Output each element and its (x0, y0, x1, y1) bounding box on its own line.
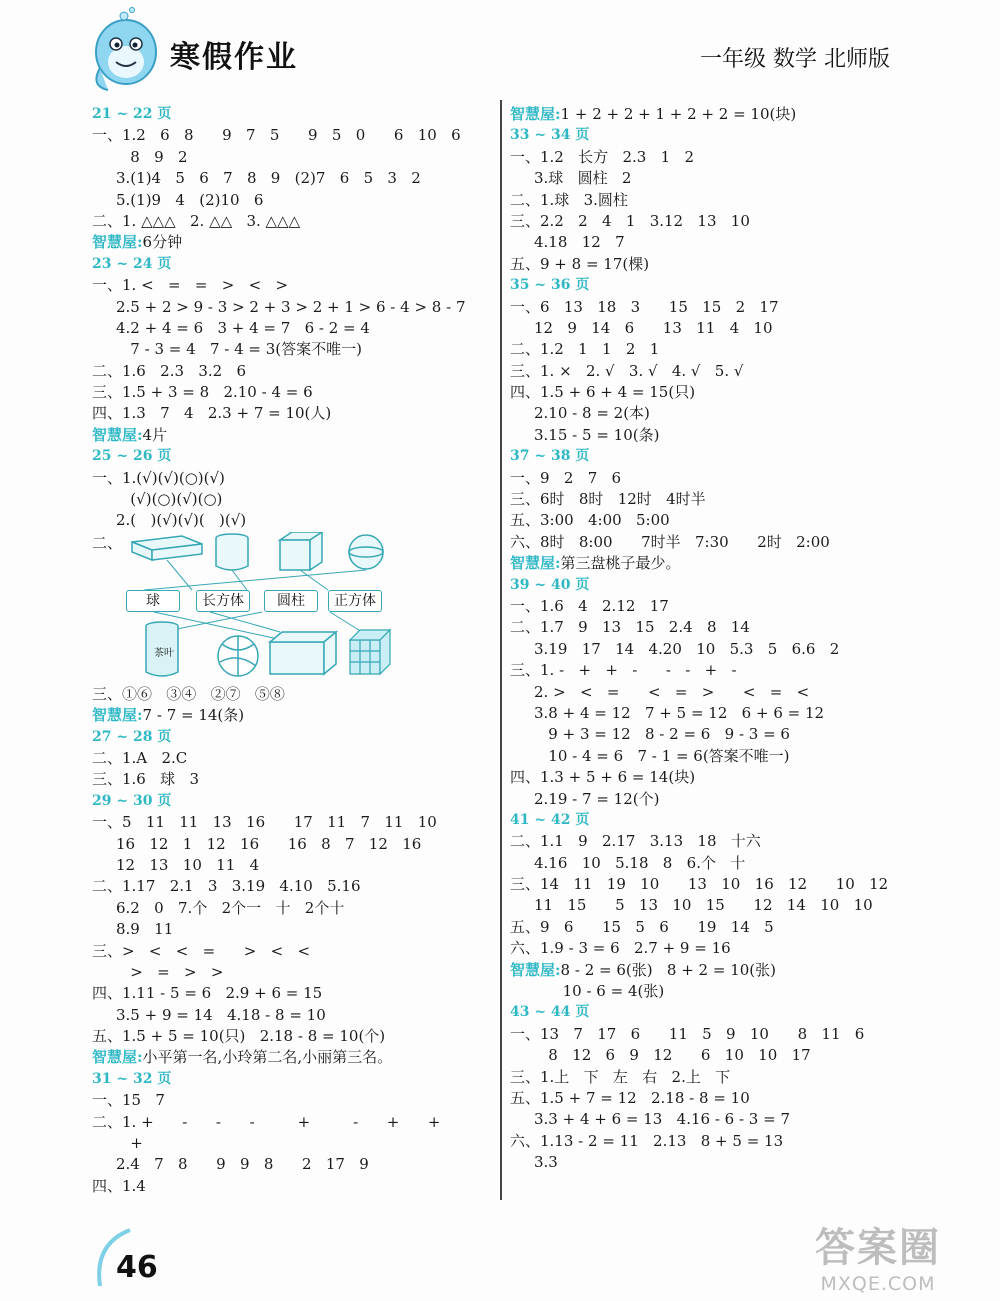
answer-line: 一、13 7 17 6 11 5 9 10 8 11 6 (510, 1024, 865, 1043)
answer-line: 3.3 + 4 + 6 = 13 4.16 - 6 - 3 = 7 (534, 1110, 790, 1129)
answer-line: 4.16 10 5.18 8 6.个 十 (534, 853, 746, 872)
wisdom-house-answer (92, 425, 492, 446)
answer-column-right (510, 104, 910, 1174)
rubiks-cube-icon (350, 630, 390, 674)
answer-line: 11 15 5 13 10 15 12 14 10 10 (534, 896, 873, 915)
page-range-heading: 43 ~ 44 页 (510, 1004, 590, 1021)
page-range-heading: 25 ~ 26 页 (92, 448, 172, 465)
wisdom-house-text: 第三盘桃子最少。 (560, 554, 681, 573)
answer-line: 16 12 1 12 16 16 8 7 12 16 (116, 834, 422, 853)
answer-line: 12 9 14 6 13 11 4 10 (534, 318, 773, 337)
answer-line: 2.19 - 7 = 12(个) (534, 789, 660, 808)
answer-line: 一、1.(√)(√)(○)(√) (92, 468, 225, 487)
wisdom-house-answer (510, 960, 910, 981)
page-range-heading: 27 ~ 28 页 (92, 728, 172, 745)
answer-line: 六、1.9 - 3 = 6 2.7 + 9 = 16 (510, 939, 731, 958)
volleyball-icon (218, 636, 258, 676)
answer-line: 6.2 0 7.个 2个一 十 2个十 (116, 898, 345, 917)
cuboid-top-icon (132, 536, 202, 560)
wisdom-house-label: 智慧屋: (92, 706, 143, 725)
wisdom-house-label: 智慧屋: (92, 425, 143, 444)
wisdom-house-answer (92, 232, 492, 253)
answer-line: > = > > (116, 962, 224, 981)
answer-line: 五、1.5 + 7 = 12 2.18 - 8 = 10 (510, 1088, 750, 1107)
answer-line: 2.( )(√)(√)( )(√) (116, 511, 247, 530)
wisdom-house-text: 1 + 2 + 2 + 1 + 2 + 2 = 10(块) (560, 105, 797, 123)
answer-line: 二、1.2 1 1 2 1 (510, 340, 660, 359)
answer-line: 二、1.A 2.C (92, 748, 188, 767)
answer-line: 一、1. < = = > < > (92, 276, 289, 295)
shape-matching-figure (92, 532, 492, 684)
page-range-heading: 23 ~ 24 页 (92, 255, 172, 272)
answer-line: + (116, 1134, 143, 1153)
shape-name-box: 球 (126, 590, 180, 612)
answer-line: 四、1.3 7 4 2.3 + 7 = 10(人) (92, 404, 332, 423)
cube-top-icon (280, 532, 322, 570)
answer-line: 12 13 10 11 4 (116, 855, 260, 874)
dolphin-mascot-icon (86, 6, 166, 96)
answer-line: 5.(1)9 4 (2)10 6 (116, 190, 264, 209)
page-number: 46 (116, 1250, 158, 1285)
answer-line: 三、①⑥ ③④ ②⑦ ⑤⑧ (92, 684, 285, 703)
shape-name-box: 圆柱 (264, 590, 318, 612)
answer-line: 一、5 11 11 13 16 17 11 7 11 10 (92, 813, 437, 832)
answer-line: 四、1.11 - 5 = 6 2.9 + 6 = 15 (92, 984, 323, 1003)
answer-line: 8 12 6 9 12 6 10 10 17 (534, 1046, 811, 1065)
wisdom-house-answer (510, 553, 910, 574)
page-range-heading: 33 ~ 34 页 (510, 127, 590, 144)
answer-line: 二、1.17 2.1 3 3.19 4.10 5.16 (92, 877, 361, 896)
answer-line: 3.(1)4 5 6 7 8 9 (2)7 6 5 3 2 (116, 169, 421, 188)
wisdom-house-answer (92, 705, 492, 726)
wisdom-house-text: 8 - 2 = 6(张) 8 + 2 = 10(张) (560, 960, 776, 979)
answer-line: 3.球 圆柱 2 (534, 169, 632, 188)
page-range-heading: 29 ~ 30 页 (92, 792, 172, 809)
answer-line: 2.10 - 8 = 2(本) (534, 404, 650, 423)
answer-line: 8 9 2 (116, 147, 188, 166)
page-range-heading: 21 ~ 22 页 (92, 106, 172, 122)
answer-line: 7 - 3 = 4 7 - 4 = 3(答案不唯一) (116, 340, 362, 359)
answer-line: 一、1.2 6 8 9 7 5 9 5 0 6 10 6 (92, 126, 461, 145)
answer-line: 一、15 7 (92, 1091, 165, 1110)
answer-column-left (92, 104, 492, 1197)
answer-line: 3.15 - 5 = 10(条) (534, 425, 660, 444)
answer-line: 三、1.上 下 左 右 2.上 下 (510, 1067, 731, 1086)
answer-line: 3.19 17 14 4.20 10 5.3 5 6.6 2 (534, 639, 840, 658)
answer-line: 五、3:00 4:00 5:00 (510, 511, 670, 530)
answer-line: 10 - 6 = 4(张) (534, 982, 665, 1001)
answer-line: 五、1.5 + 5 = 10(只) 2.18 - 8 = 10(个) (92, 1027, 386, 1046)
answer-line: 三、> < < = > < < (92, 941, 311, 960)
answer-line: 六、1.13 - 2 = 11 2.13 8 + 5 = 13 (510, 1131, 784, 1150)
book-title: 寒假作业 (170, 40, 298, 75)
wisdom-house-answer (92, 1047, 492, 1068)
tea-can-label: 茶叶 (154, 647, 174, 659)
answer-line: 4.18 12 7 (534, 233, 625, 252)
answer-line: 二、1.球 3.圆柱 (510, 190, 628, 209)
watermark (778, 1216, 978, 1295)
column-divider (500, 100, 502, 1200)
answer-line: 4.2 + 4 = 6 3 + 4 = 7 6 - 2 = 4 (116, 318, 370, 337)
page-range-heading: 31 ~ 32 页 (92, 1070, 172, 1087)
wisdom-house-answer (510, 104, 910, 125)
answer-line: 三、1.5 + 3 = 8 2.10 - 4 = 6 (92, 383, 313, 402)
answer-line: 一、6 13 18 3 15 15 2 17 (510, 297, 779, 316)
answer-line: 五、9 + 8 = 17(棵) (510, 254, 650, 273)
answer-line: 一、9 2 7 6 (510, 468, 622, 487)
answer-line: 2.5 + 2 > 9 - 3 > 2 + 3 > 2 + 1 > 6 - 4 > 8 - 7 (116, 297, 466, 316)
wisdom-house-label: 智慧屋: (510, 554, 561, 573)
wisdom-house-text: 6分钟 (142, 233, 183, 252)
answer-line: 三、2.2 2 4 1 3.12 13 10 (510, 211, 750, 230)
cylinder-top-icon (216, 534, 248, 570)
wisdom-house-label: 智慧屋: (92, 1048, 143, 1067)
section-prefix: 二、 (92, 533, 123, 552)
answer-line: 二、1.7 9 13 15 2.4 8 14 (510, 618, 750, 637)
wisdom-house-label: 智慧屋: (92, 233, 143, 252)
answer-line: 一、1.6 4 2.12 17 (510, 596, 669, 615)
wisdom-house-label: 智慧屋: (510, 105, 561, 123)
answer-line: 2.4 7 8 9 9 8 2 17 9 (116, 1155, 369, 1174)
answer-line: 9 + 3 = 12 8 - 2 = 6 9 - 3 = 6 (534, 725, 790, 744)
shape-name-box: 正方体 (328, 590, 382, 612)
answer-line: 六、8时 8:00 7时半 7:30 2时 2:00 (510, 532, 830, 551)
answer-line: 二、1.6 2.3 3.2 6 (92, 361, 247, 380)
answer-line: 三、6时 8时 12时 4时半 (510, 490, 706, 509)
answer-line: 四、1.4 (92, 1176, 146, 1195)
wisdom-house-label: 智慧屋: (510, 960, 561, 979)
answer-line: 三、1. × 2. √ 3. √ 4. √ 5. √ (510, 361, 744, 380)
answer-line: 四、1.5 + 6 + 4 = 15(只) (510, 383, 696, 402)
answer-line: 3.3 (534, 1153, 558, 1172)
answer-line: 三、1. - + + - - - + - (510, 661, 737, 680)
page-header (0, 0, 1000, 100)
answer-line: 二、1. △△△ 2. △△ 3. △△△ (92, 211, 301, 230)
answer-line: 三、1.6 球 3 (92, 770, 200, 789)
box-icon (270, 632, 336, 674)
answer-line: 2. > < = < = > < = < (534, 682, 810, 701)
sphere-top-icon (349, 535, 383, 569)
answer-line: 四、1.3 + 5 + 6 = 14(块) (510, 768, 696, 787)
answer-line: 3.8 + 4 = 12 7 + 5 = 12 6 + 6 = 12 (534, 703, 825, 722)
answer-line: 二、1.1 9 2.17 3.13 18 十六 (510, 832, 761, 851)
watermark-logo-text: 答案圈 (815, 1225, 941, 1271)
wisdom-house-text: 4片 (142, 425, 168, 444)
watermark-url: MXQE.COM (820, 1273, 936, 1295)
answer-line: 五、9 6 15 5 6 19 14 5 (510, 917, 774, 936)
answer-line: 10 - 4 = 6 7 - 1 = 6(答案不唯一) (534, 746, 790, 765)
shape-name-box: 长方体 (196, 590, 250, 612)
page-range-heading: 41 ~ 42 页 (510, 811, 590, 828)
page-range-heading: 35 ~ 36 页 (510, 277, 590, 294)
wisdom-house-text: 7 - 7 = 14(条) (142, 706, 245, 725)
page-range-heading: 37 ~ 38 页 (510, 448, 590, 465)
answer-line: 8.9 11 (116, 920, 174, 939)
answer-line: 二、1. + - - - + - + + (92, 1112, 441, 1131)
answer-line: 一、1.2 长方 2.3 1 2 (510, 147, 695, 166)
answer-line: (√)(○)(√)(○) (116, 490, 223, 509)
wisdom-house-text: 小平第一名,小玲第二名,小丽第三名。 (142, 1048, 393, 1067)
answer-line: 三、14 11 19 10 13 10 16 12 10 12 (510, 875, 889, 894)
page-range-heading: 39 ~ 40 页 (510, 576, 590, 593)
grade-subject-edition: 一年级 数学 北师版 (700, 47, 890, 72)
answer-line: 3.5 + 9 = 14 4.18 - 8 = 10 (116, 1005, 326, 1024)
